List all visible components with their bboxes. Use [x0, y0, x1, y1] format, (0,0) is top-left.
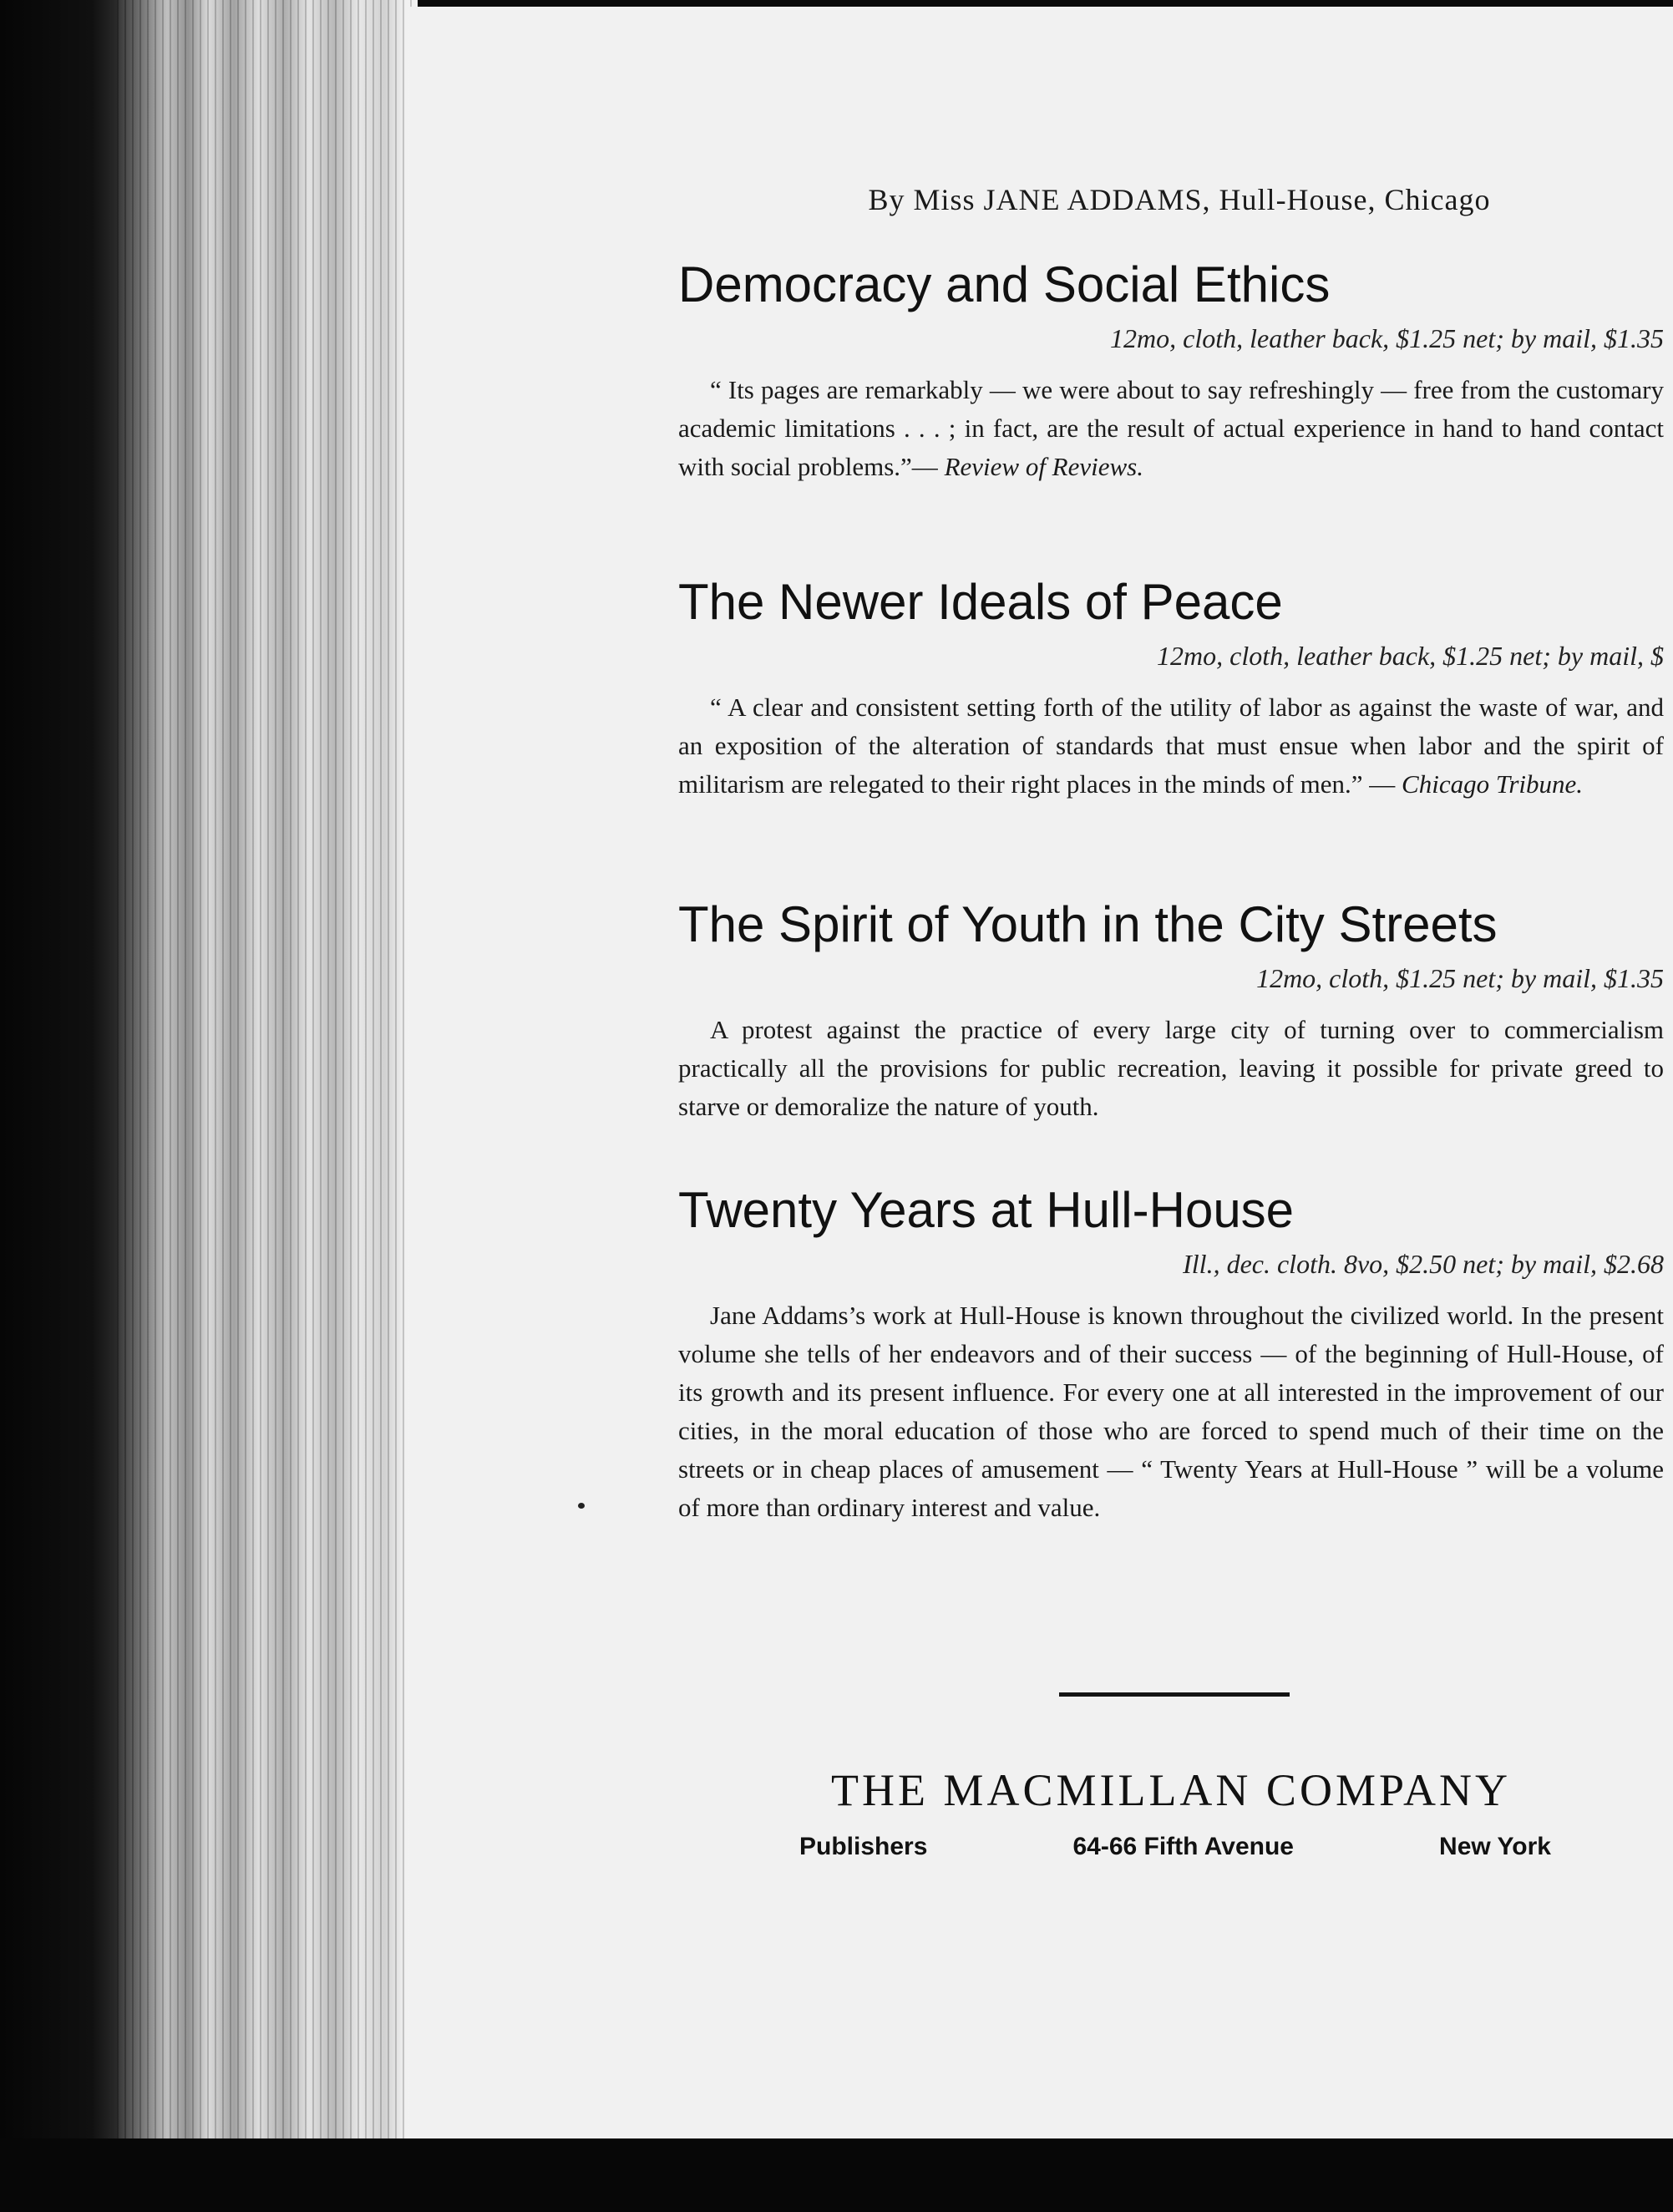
description-text: A protest against the practice of every large city of turning over to commercialism practically all the provisions for public recreation, leaving it possible for private greed to starve or demoralize the nature of youth. [678, 1015, 1664, 1121]
book-entry [678, 895, 1664, 1126]
book-title: The Spirit of Youth in the City Streets [678, 896, 1498, 952]
page-edge-lines [117, 0, 413, 2138]
book-price: 12mo, cloth, $1.25 net; by mail, $1.35 [1256, 963, 1664, 993]
publisher-label: Publishers [799, 1833, 928, 1860]
book-title: Twenty Years at Hull-House [678, 1182, 1295, 1238]
description-text: Jane Addams’s work at Hull-House is known throughout the civilized world. In the present volume she tells of her endeavors and of their success — of the beginning of Hull-House, of its growth and its present influence. For every one at all interested in the improvement of our cities, in the moral education of those who are forced to spend much of their time on the streets or in cheap places of amusement — “ Twenty Years at Hull-House ” will be a volume of more than ordinary interest and value. [678, 1301, 1664, 1522]
quote-source: Review of Reviews. [944, 452, 1143, 481]
book-entry [678, 573, 1664, 804]
book-description [678, 688, 1664, 804]
book-entry [678, 1181, 1664, 1527]
scan-background [0, 2138, 1673, 2212]
book-description [678, 1011, 1664, 1126]
book-description [678, 1296, 1664, 1527]
publisher-city: New York [1439, 1833, 1551, 1860]
book-description [678, 371, 1664, 486]
scan-speck [578, 1503, 585, 1509]
book-price: Ill., dec. cloth. 8vo, $2.50 net; by mail, $2.68 [1183, 1249, 1664, 1279]
publisher-address: 64-66 Fifth Avenue [1072, 1833, 1294, 1860]
book-price: 12mo, cloth, leather back, $1.25 net; by mail, $ [1157, 641, 1664, 671]
publisher-details [799, 1833, 1551, 1861]
divider-rule [1059, 1692, 1290, 1697]
description-text: “ A clear and consistent setting forth of the utility of labor as against the waste of war, and an exposition of the alteration of standards that must ensue when labor and the spirit of militarism are relegated to their right places in the minds of men.” — [678, 693, 1664, 799]
publisher-name: THE MACMILLAN COMPANY [830, 1765, 1512, 1815]
author-byline: By Miss JANE ADDAMS, Hull-House, Chicago [868, 183, 1491, 216]
description-text: “ Its pages are remarkably — we were about to say refreshingly — free from the customary academic limitations . . . ; in fact, are the result of actual experience in hand to hand contact with social problems.”— [678, 375, 1664, 481]
quote-source: Chicago Tribune. [1402, 769, 1584, 799]
book-price: 12mo, cloth, leather back, $1.25 net; by mail, $1.35 [1110, 323, 1664, 353]
book-title: The Newer Ideals of Peace [678, 574, 1283, 630]
book-entry [678, 256, 1664, 486]
book-title: Democracy and Social Ethics [678, 256, 1331, 312]
